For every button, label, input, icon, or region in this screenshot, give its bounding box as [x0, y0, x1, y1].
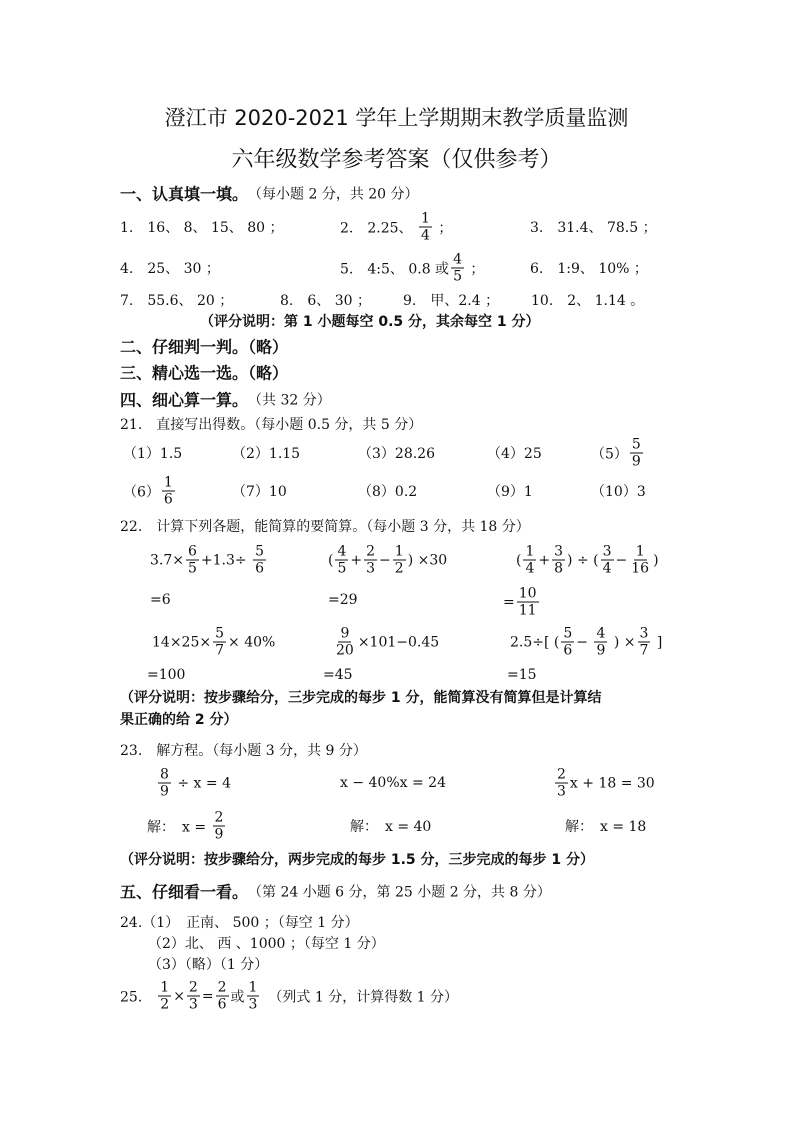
fraction [364, 544, 377, 577]
fraction [216, 980, 229, 1013]
answer-10 [531, 290, 644, 310]
expr-text: （10）3 [591, 484, 646, 500]
numerator: 9 [340, 625, 350, 642]
fraction [158, 767, 171, 800]
denominator: 3 [188, 996, 198, 1013]
expr-text: 7. 55.6、 20 ； [120, 293, 234, 309]
expr-text: ； [433, 220, 453, 236]
scoring-note-22a: （评分说明：按步骤给分，三步完成的每步 1 分，能简算没有简算但是计算结 [120, 690, 602, 706]
expr-text: +1.3÷ [200, 552, 252, 568]
expr-text: + [350, 552, 363, 568]
answer-5 [340, 252, 484, 285]
numerator: 1 [420, 210, 430, 227]
fraction [451, 252, 464, 285]
expr-text: 4. 25、 30 ； [120, 261, 220, 277]
expr-text: 25. [120, 989, 157, 1005]
expr-text: =100 [147, 667, 186, 683]
expr-text: − [615, 552, 628, 568]
numerator: 5 [563, 625, 573, 642]
numerator: 2 [557, 766, 566, 783]
section-5-heading: 五、仔细看一看。 （第 24 小题 6 分，第 25 小题 2 分，共 8 分） [120, 882, 551, 902]
denominator: 4 [602, 560, 612, 577]
fraction [601, 544, 614, 577]
expr-text: − [379, 552, 391, 568]
denominator: 9 [160, 783, 169, 800]
expr-text: （6） [123, 484, 160, 500]
expr-text: x + 18 = 30 [569, 775, 655, 791]
q21-answer [232, 443, 300, 463]
fraction [253, 544, 266, 577]
denominator: 6 [217, 996, 227, 1013]
expr-text: （4）25 [487, 446, 542, 462]
expr-text: 8. 6、 30 ； [280, 293, 371, 309]
expr-text: 1. 16、 8、 15、 80 ； [120, 220, 284, 236]
denominator: 6 [163, 491, 173, 508]
expr-text: = [201, 988, 214, 1004]
expr-text: 2. 2.25、 [340, 220, 417, 236]
fraction [630, 437, 643, 470]
q23-label: 23. 解方程。（每小题 3 分，共 9 分） [120, 743, 367, 759]
doc-subtitle: 六年级数学参考答案（仅供参考） [231, 147, 562, 173]
numerator: 4 [596, 625, 606, 642]
expr-text: − [576, 634, 593, 650]
denominator: 6 [255, 560, 265, 577]
q22-problem [328, 544, 447, 577]
denominator: 3 [248, 996, 258, 1013]
q22-problem [332, 626, 439, 659]
fraction [594, 626, 607, 659]
q22-problem [152, 626, 275, 659]
fraction [393, 544, 406, 577]
fraction [419, 211, 432, 244]
q23-equation [553, 767, 655, 800]
fraction [561, 626, 574, 659]
expr-text: 解： x = 18 [565, 819, 647, 835]
denominator: 7 [639, 642, 649, 659]
answer-4 [120, 258, 220, 278]
denominator: 20 [336, 642, 354, 659]
q22-result [147, 667, 185, 683]
expr-text: x − 40%x = 24 [340, 775, 446, 791]
numerator: 1 [163, 474, 173, 491]
denominator: 4 [525, 560, 535, 577]
section-4-heading: 四、细心算一算。 （共 32 分） [120, 390, 331, 410]
fraction [247, 980, 260, 1013]
expr-text: （8）0.2 [358, 484, 418, 500]
fraction [638, 626, 651, 659]
fraction [552, 544, 565, 577]
q22-result [503, 586, 541, 619]
q25-answer [120, 980, 458, 1013]
expr-text: 10. 2、 1.14 。 [531, 293, 645, 309]
q21-answer [591, 481, 646, 501]
expr-text: ( [328, 552, 334, 568]
q24-line: 24.（1） 正南、 500 ；（每空 1 分） [120, 915, 359, 931]
q21-label: 21. 直接写出得数。（每小题 0.5 分，共 5 分） [120, 417, 423, 433]
denominator: 2 [160, 996, 170, 1013]
q22-problem [516, 544, 659, 577]
q22-result [150, 592, 171, 608]
answer-8 [280, 290, 371, 310]
denominator: 5 [188, 560, 197, 577]
expr-text: 14×25× [152, 634, 212, 650]
expr-text: 解： x = [147, 819, 211, 835]
q21-answer [232, 481, 287, 501]
expr-text: + [538, 552, 551, 568]
numerator: 2 [366, 543, 376, 560]
fraction [334, 626, 356, 659]
denominator: 3 [557, 783, 566, 800]
fraction [629, 544, 651, 577]
fraction [158, 980, 171, 1013]
numerator: 1 [635, 543, 645, 560]
numerator: 4 [337, 543, 347, 560]
answer-3 [530, 217, 657, 237]
fraction [523, 544, 536, 577]
fraction [186, 544, 199, 577]
denominator: 9 [631, 453, 641, 470]
numerator: 10 [518, 585, 537, 602]
denominator: 16 [631, 560, 650, 577]
expr-text: 解： x = 40 [350, 819, 432, 835]
denominator: 3 [366, 560, 376, 577]
denominator: 9 [596, 642, 606, 659]
numerator: 3 [554, 543, 564, 560]
q21-answer [487, 481, 533, 501]
denominator: 5 [453, 268, 462, 285]
q21-answer [487, 443, 542, 463]
expr-text: ) ÷ ( [567, 552, 599, 568]
expr-text: ) [653, 552, 659, 568]
scoring-note-23: （评分说明：按步骤给分，两步完成的每步 1.5 分，三步完成的每步 1 分） [120, 852, 595, 868]
denominator: 8 [554, 560, 564, 577]
numerator: 2 [217, 979, 227, 996]
numerator: 5 [631, 436, 641, 453]
q22-label: 22. 计算下列各题，能简算的要简算。（每小题 3 分，共 18 分） [120, 519, 530, 535]
denominator: 11 [518, 602, 537, 619]
numerator: 4 [453, 251, 462, 268]
q22-problem [150, 544, 268, 577]
expr-text: =45 [323, 667, 353, 683]
fraction [213, 626, 226, 659]
expr-text: （2）1.15 [232, 446, 301, 462]
expr-text: 2.5÷[ ( [510, 634, 560, 650]
expr-text: 或 [230, 989, 245, 1005]
expr-text: 3. 31.4、 78.5 ； [530, 220, 657, 236]
answer-9 [403, 290, 499, 310]
numerator: 6 [188, 543, 197, 560]
expr-text: （列式 1 分，计算得数 1 分） [261, 989, 459, 1005]
expr-text: ) ×30 [407, 552, 448, 568]
fraction [555, 767, 568, 800]
numerator: 1 [248, 979, 258, 996]
q21-answer [123, 475, 177, 508]
denominator: 5 [337, 560, 347, 577]
expr-text: =6 [150, 592, 171, 608]
expr-text: ) × [609, 634, 636, 650]
answer-6 [530, 258, 648, 278]
q22-result [323, 667, 353, 683]
answer-7 [120, 290, 233, 310]
q21-answer [358, 443, 435, 463]
numerator: 1 [394, 543, 404, 560]
q23-solution [565, 816, 646, 836]
fraction [162, 475, 175, 508]
expr-text: × [173, 988, 185, 1004]
expr-text: 9. 甲、2.4 ； [403, 293, 500, 309]
expr-text: （7）10 [232, 484, 287, 500]
expr-text: （3）28.26 [358, 446, 435, 462]
scoring-note-22b: 果正确的给 2 分） [120, 712, 238, 728]
fraction [517, 586, 539, 619]
q24-line: （2）北、 西 、1000 ；（每空 1 分） [148, 936, 385, 952]
expr-text: ； [465, 261, 485, 277]
expr-text: 3.7× [150, 552, 184, 568]
expr-text: = [503, 594, 515, 610]
numerator: 2 [214, 809, 224, 826]
denominator: 4 [420, 227, 430, 244]
section-2-heading: 二、仔细判一判。（略） [120, 337, 289, 357]
denominator: 7 [215, 642, 225, 659]
expr-text: （9）1 [487, 484, 533, 500]
expr-text: ( [516, 552, 522, 568]
scoring-note-1: （评分说明：第 1 小题每空 0.5 分，其余每空 1 分） [200, 314, 540, 330]
q22-problem [510, 626, 662, 659]
numerator: 1 [525, 543, 535, 560]
expr-text: =29 [328, 592, 358, 608]
expr-text: =15 [507, 667, 537, 683]
numerator: 5 [255, 543, 265, 560]
denominator: 9 [214, 826, 224, 843]
q21-answer [358, 481, 417, 501]
expr-text: ×101−0.45 [357, 634, 440, 650]
q24-line: （3）（略）（1 分） [148, 957, 269, 973]
doc-title: 澄江市 2020-2021 学年上学期期末教学质量监测 [164, 106, 629, 130]
section-3-heading: 三、精心选一选。（略） [120, 363, 289, 383]
expr-text: 6. 1:9、 10% ； [530, 261, 648, 277]
q23-equation [156, 767, 231, 800]
expr-text: 5. 4:5、 0.8 或 [340, 261, 450, 277]
numerator: 5 [215, 625, 225, 642]
section-1-heading: 一、认真填一填。 （每小题 2 分，共 20 分） [120, 184, 419, 204]
q21-answer [591, 437, 645, 470]
numerator: 3 [602, 543, 612, 560]
expr-text: ÷ x = 4 [172, 775, 231, 791]
numerator: 1 [160, 979, 170, 996]
q23-solution [147, 810, 227, 843]
q22-result [328, 592, 358, 608]
denominator: 2 [394, 560, 404, 577]
answer-2 [340, 211, 452, 244]
numerator: 3 [639, 625, 649, 642]
expr-text: （1）1.5 [123, 446, 183, 462]
expr-text: ] [652, 634, 663, 650]
q21-answer [123, 443, 182, 463]
q23-solution [350, 816, 431, 836]
numerator: 8 [160, 766, 169, 783]
fraction [187, 980, 200, 1013]
fraction [213, 810, 226, 843]
fraction [335, 544, 348, 577]
q22-result [507, 667, 537, 683]
numerator: 2 [188, 979, 198, 996]
answer-1 [120, 217, 284, 237]
expr-text: × 40% [228, 634, 276, 650]
expr-text: （5） [591, 446, 628, 462]
q23-equation [340, 775, 446, 791]
denominator: 6 [563, 642, 573, 659]
